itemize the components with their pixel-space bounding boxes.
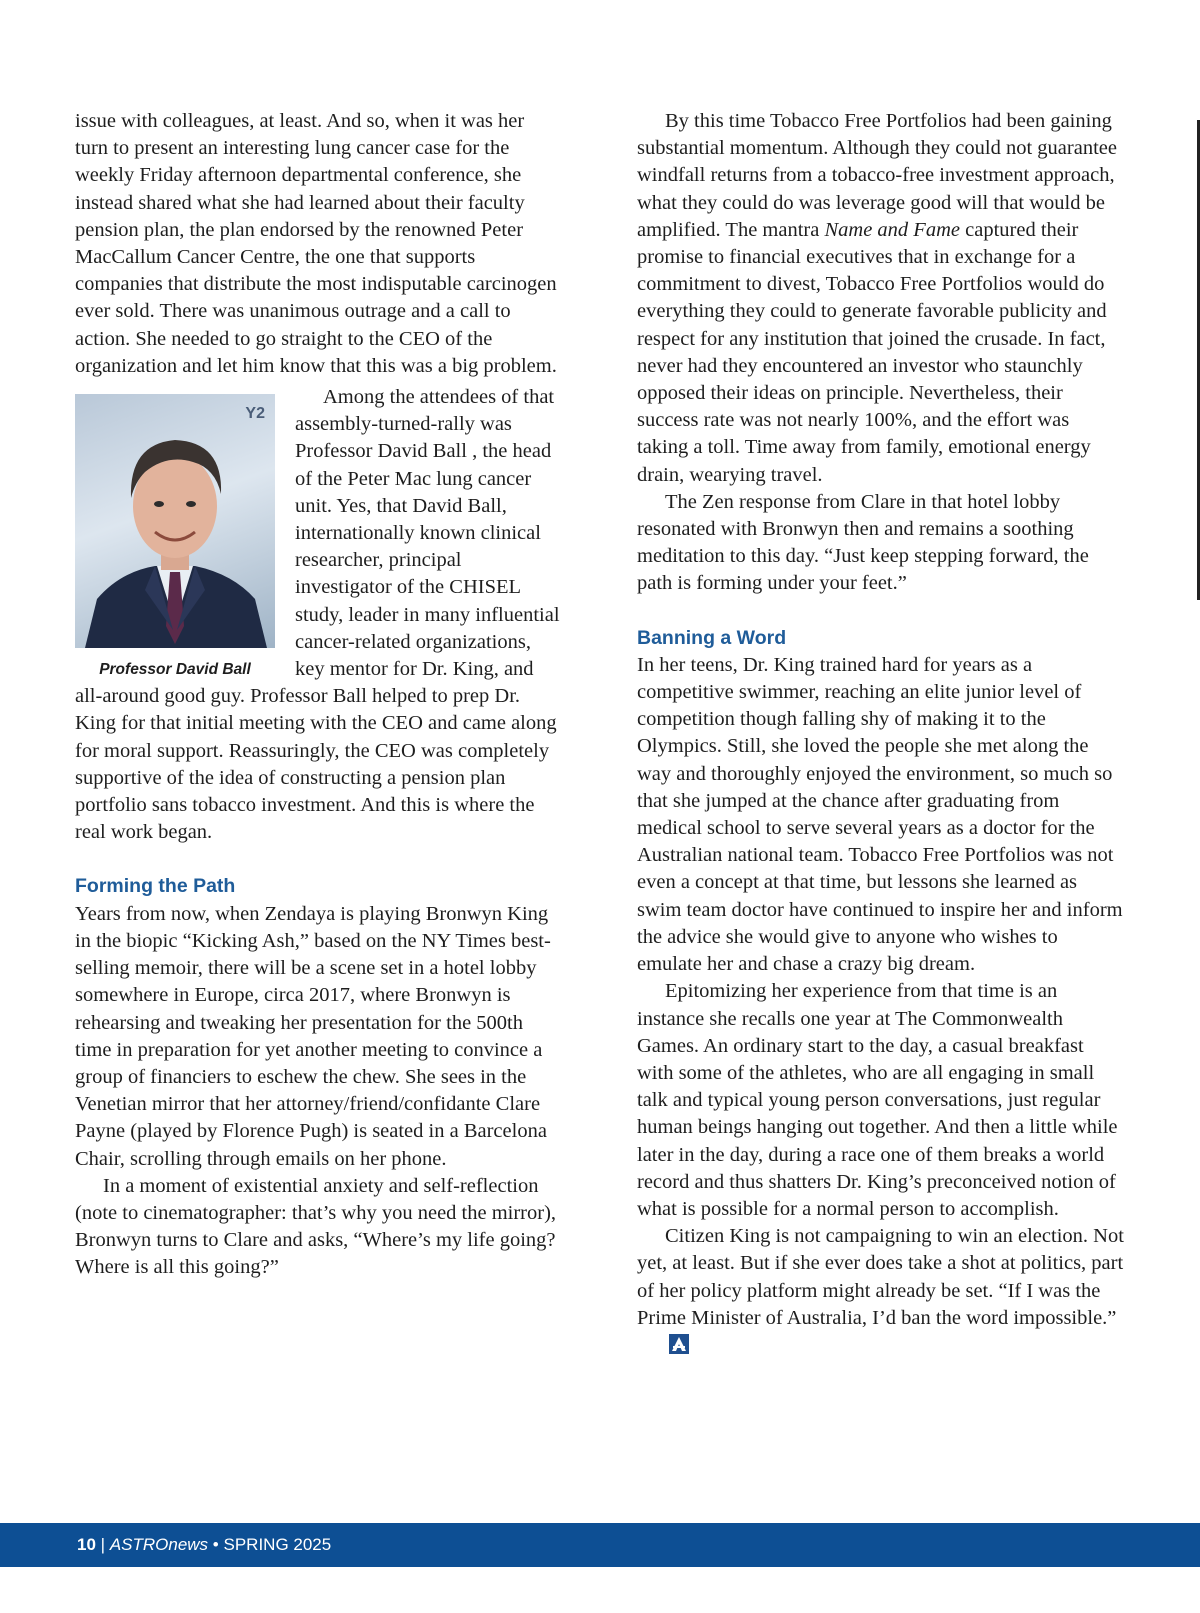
- publication-name: ASTROnews: [109, 1535, 209, 1554]
- paragraph: The Zen response from Clare in that hotel lobby resonated with Bronwyn then and remains a soothing meditation to this day. “Just keep stepping forward, the path is forming under your feet.”: [637, 490, 1089, 595]
- astro-logo-icon: [641, 1334, 689, 1362]
- portrait-photo: [75, 394, 275, 648]
- issue-label: SPRING 2025: [223, 1535, 332, 1554]
- paragraph: issue with colleagues, at least. And so, when it was her turn to present an interesting lung cancer case for the weekly Friday afternoon departmental conference, she instead shared what she had learned about their faculty pension plan, the plan endorsed by the renowned Peter MacCallum Cancer Centre, the one that supports companies that distribute the most indisputable carcinogen ever sold. There was unanimous outrage and a call to action. She needed to go straight to the CEO of the organization and let him know that this was a big problem.: [75, 110, 557, 377]
- section-heading: Banning a Word: [637, 626, 787, 649]
- footer-separator: |: [100, 1535, 106, 1554]
- backdrop-sign: Y2: [245, 405, 265, 423]
- section-heading: Forming the Path: [75, 875, 236, 898]
- page-number: 10: [77, 1535, 96, 1554]
- left-column: [75, 108, 560, 1282]
- photo-caption: Professor David Ball: [99, 661, 251, 679]
- paragraph-text: captured their promise to financial executives that in exchange for a commitment to divest, Tobacco Free Portfolios would do everything they could to generate favorable publicity and respect for any institution that joined the crusade. In fact, never had they encountered an investor who staunchly opposed their ideas on principle. Nevertheless, their success rate was not nearly 100%, and the effort was taking a toll. Time away from family, emotional energy drain, wearying travel.: [637, 218, 1107, 486]
- paragraph: [637, 1223, 1125, 1362]
- paragraph: Epitomizing her experience from that time is an instance she recalls one year at The Commonwealth Games. An ordinary start to the day, a casual breakfast with some of the athletes, who are all engaging in small talk and typical young person conversations, just regular human beings hanging out together. And then a little while later in the day, during a race one of them breaks a world record and thus shatters Dr. King’s preconceived notion of what is possible for a normal person to accomplish.: [637, 980, 1118, 1220]
- photo-figure: [75, 394, 275, 683]
- portrait-illustration: [75, 394, 275, 648]
- paragraph-text: By this time Tobacco Free Portfolios had been gaining substantial momentum. Although they could not guarantee windfall returns from a tobacco-free investment approach, what they could do was leverage good will that would be amplified. The mantra: [637, 110, 1117, 241]
- paragraph: In her teens, Dr. King trained hard for years as a competitive swimmer, reaching an elite junior level of competition though falling shy of making it to the Olympics. Still, she loved the people she met along the way and thoroughly enjoyed the environment, so much so that she jumped at the chance after graduating from medical school to serve several years as a doctor for the Australian national team. Tobacco Free Portfolios was not even a concept at that time, but lessons she learned as swim team doctor have continued to inspire her and inform the advice she would give to anyone who wishes to emulate her and chase a crazy big dream.: [637, 653, 1123, 976]
- paragraph: In a moment of existential anxiety and self-reflection (note to cinematographer: that’s why you need the mirror), Bronwyn turns to Clare and asks, “Where’s my life going? Where is all this going?”: [75, 1174, 557, 1279]
- right-column: [637, 108, 1125, 1362]
- paragraph-text: Citizen King is not campaigning to win an election. Not yet, at least. But if she ever does take a shot at politics, part of her policy platform might already be set. “If I was the Prime Minister of Australia, I’d ban the word impossible.”: [637, 1225, 1124, 1329]
- footer-bullet: •: [212, 1535, 219, 1554]
- paragraph: Years from now, when Zendaya is playing Bronwyn King in the biopic “Kicking Ash,” based on the NY Times best-selling memoir, there will be a scene set in a hotel lobby somewhere in Europe, circa 2017, where Bronwyn is rehearsing and tweaking her presentation for the 500th time in preparation for yet another meeting to convince a group of financiers to eschew the chew. She sees in the Venetian mirror that her attorney/friend/confidante Clare Payne (played by Florence Pugh) is seated in a Barcelona Chair, scrolling through emails on her phone.: [75, 902, 551, 1170]
- paragraph: Among the attendees of that assembly-turned-rally was Professor David Ball , the head of the Peter Mac lung cancer unit. Yes, that David Ball, internationally known clinical researcher, principal investigator of the CHISEL study, leader in many influential cancer-related organizations, key mentor for Dr. King, and all-around good guy. Professor Ball helped to prep Dr. King for that initial meeting with the CEO and came along for moral support. Reassuringly, the CEO was completely supportive of the idea of constructing a pension plan portfolio sans tobacco investment. And this is where the real work began.: [75, 386, 560, 844]
- paragraph: [637, 108, 1125, 489]
- italic-phrase: Name and Fame: [824, 218, 960, 241]
- footer-content: [77, 1523, 331, 1567]
- footer-bar: [0, 1523, 1200, 1567]
